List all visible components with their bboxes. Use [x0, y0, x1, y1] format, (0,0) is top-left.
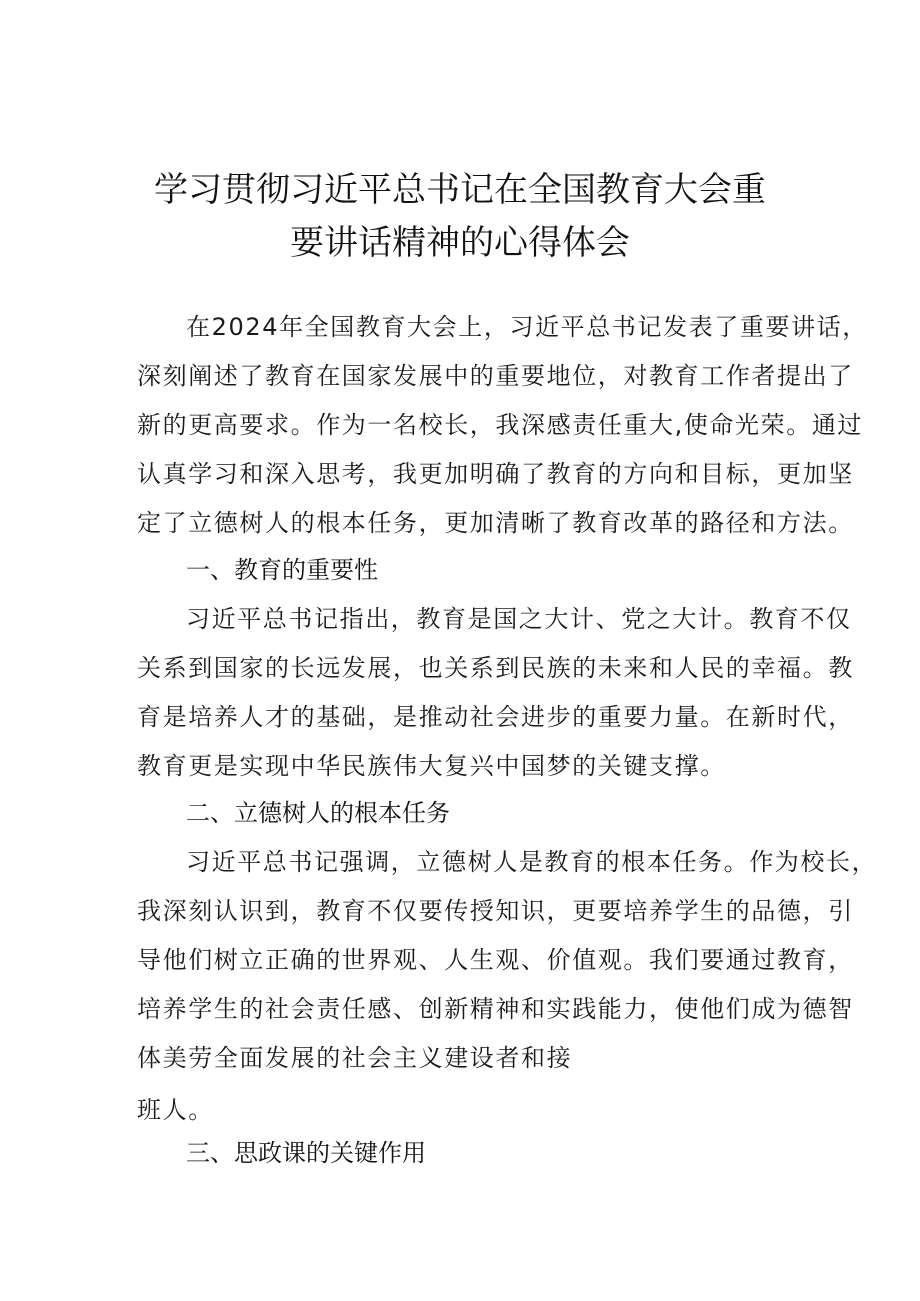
section-2-line-3: 导他们树立正确的世界观、人生观、价值观。我们要通过教育， — [137, 946, 854, 974]
section-1-line-1: 习近平总书记指出，教育是国之大计、党之大计。教育不仅 — [186, 605, 852, 633]
document-title-line-2: 要讲话精神的心得体会 — [290, 223, 630, 263]
intro-line-2: 深刻阐述了教育在国家发展中的重要地位，对教育工作者提出了 — [137, 362, 854, 390]
intro-line-5: 定了立德树人的根本任务，更加清晰了教育改革的路径和方法。 — [137, 509, 854, 537]
section-2-line-1: 习近平总书记强调，立德树人是教育的根本任务。作为校长， — [186, 848, 878, 876]
intro-line-1: 在2024年全国教育大会上，习近平总书记发表了重要讲话， — [186, 313, 868, 341]
intro-line-3: 新的更高要求。作为一名校长，我深感责任重大,使命光荣。通过 — [137, 411, 864, 439]
section-2-line-5: 体美劳全面发展的社会主义建设者和接 — [137, 1044, 573, 1072]
document-title-line-1: 学习贯彻习近平总书记在全国教育大会重 — [154, 170, 766, 210]
section-1-line-4: 教育更是实现中华民族伟大复兴中国梦的关键支撑。 — [137, 752, 726, 780]
section-3-heading: 三、思政课的关键作用 — [186, 1139, 426, 1167]
section-2-heading: 二、立德树人的根本任务 — [186, 799, 450, 827]
intro-line-4: 认真学习和深入思考，我更加明确了教育的方向和目标，更加坚 — [137, 460, 854, 488]
section-2-line-6: 班人。 — [137, 1096, 214, 1124]
section-1-line-3: 育是培养人才的基础，是推动社会进步的重要力量。在新时代， — [137, 703, 854, 731]
section-1-heading: 一、教育的重要性 — [186, 556, 378, 584]
section-1-line-2: 关系到国家的长远发展，也关系到民族的未来和人民的幸福。教 — [137, 654, 854, 682]
section-2-line-4: 培养学生的社会责任感、创新精神和实践能力，使他们成为德智 — [137, 995, 854, 1023]
section-2-line-2: 我深刻认识到，教育不仅要传授知识，更要培养学生的品德，引 — [137, 897, 854, 925]
